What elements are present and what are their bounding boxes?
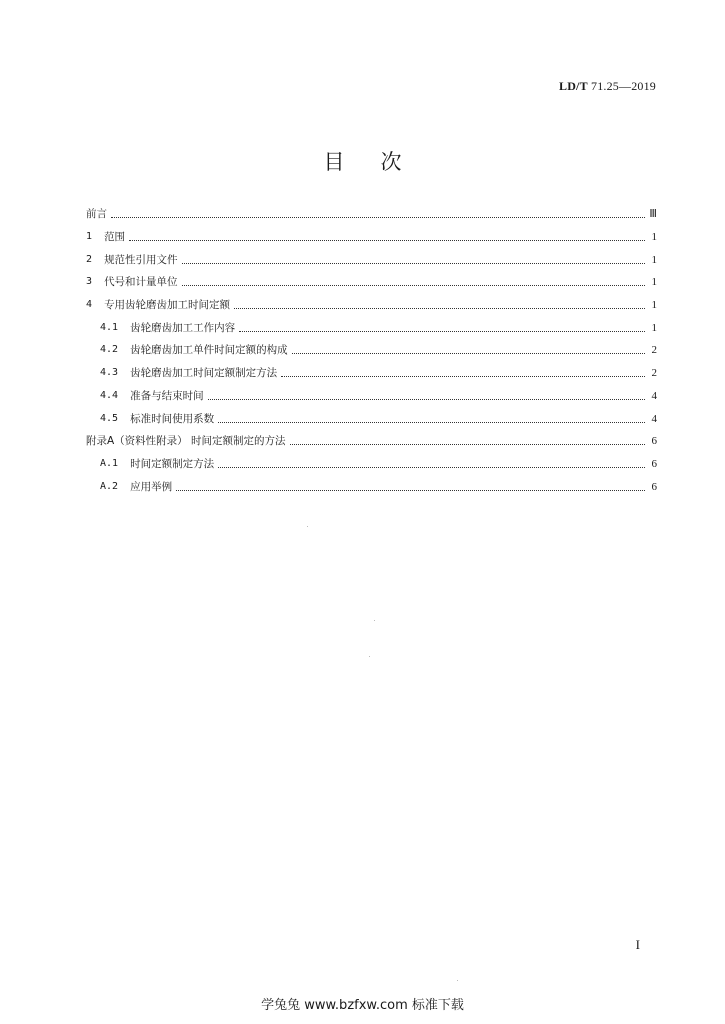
toc-entry-label: 规范性引用文件 xyxy=(104,253,178,266)
toc-entry[interactable] xyxy=(86,453,657,476)
toc-entry[interactable] xyxy=(86,316,657,339)
footer-watermark: 学兔兔 www.bzfxw.com 标准下载 xyxy=(261,998,464,1013)
toc-entry-label: 准备与结束时间 xyxy=(130,389,204,402)
toc-entry-number: 4.1 xyxy=(100,321,131,333)
toc-leader-dots xyxy=(218,466,645,468)
toc-entry[interactable] xyxy=(86,294,657,317)
toc-entry-page: 2 xyxy=(651,344,657,357)
toc-title: 目次 xyxy=(323,150,438,174)
toc-leader-dots xyxy=(218,421,645,423)
toc-leader-dots xyxy=(290,443,645,445)
toc-entry[interactable] xyxy=(86,430,657,453)
toc-entry-page: 1 xyxy=(651,231,657,244)
toc-entry-number: 2 xyxy=(86,253,105,265)
toc-entry-page: Ⅲ xyxy=(649,208,657,221)
toc-leader-dots xyxy=(234,307,645,309)
toc-entry-page: 1 xyxy=(651,253,657,266)
toc-leader-dots xyxy=(129,239,645,241)
toc-entry-label: 齿轮磨齿加工单件时间定额的构成 xyxy=(130,344,288,357)
standard-number: 71.25—2019 xyxy=(591,79,656,93)
toc-entry[interactable] xyxy=(86,362,657,385)
toc-entry-label: 时间定额制定方法 xyxy=(130,457,215,470)
toc-entry[interactable] xyxy=(86,203,657,226)
toc-entry-page: 6 xyxy=(651,480,657,493)
toc-entry[interactable] xyxy=(86,407,657,430)
toc-entry[interactable] xyxy=(86,385,657,408)
toc-entry-label: 标准时间使用系数 xyxy=(130,412,215,425)
toc-entry[interactable] xyxy=(86,475,657,498)
table-of-contents xyxy=(86,203,657,498)
toc-entry-label: 专用齿轮磨齿加工时间定额 xyxy=(104,299,231,312)
toc-leader-dots xyxy=(281,375,645,377)
toc-entry-page: 4 xyxy=(651,412,657,425)
toc-entry-number: 4.3 xyxy=(100,367,131,379)
toc-entry-label: 范围 xyxy=(104,231,126,244)
scan-speck xyxy=(369,656,370,657)
toc-entry-number: 1 xyxy=(86,231,105,243)
toc-entry-number: 3 xyxy=(86,276,105,288)
toc-entry[interactable] xyxy=(86,248,657,271)
toc-entry-number: A.1 xyxy=(100,457,131,469)
toc-entry-number: 4.4 xyxy=(100,389,131,401)
toc-entry-number: 4 xyxy=(86,299,105,311)
toc-leader-dots xyxy=(182,284,645,286)
toc-entry-page: 6 xyxy=(651,435,657,448)
toc-entry-number: 4.5 xyxy=(100,412,131,424)
toc-entry[interactable] xyxy=(86,226,657,249)
toc-entry-page: 2 xyxy=(651,367,657,380)
standard-prefix: LD/T xyxy=(558,79,588,93)
toc-leader-dots xyxy=(208,398,645,400)
toc-leader-dots xyxy=(292,352,645,354)
toc-leader-dots xyxy=(239,330,645,332)
toc-entry-page: 4 xyxy=(651,389,657,402)
toc-entry-label: 附录A（资料性附录） 时间定额制定的方法 xyxy=(86,435,286,448)
toc-entry-label: 前言 xyxy=(86,208,107,221)
toc-entry-page: 6 xyxy=(651,457,657,470)
toc-entry-label: 应用举例 xyxy=(130,480,173,493)
toc-leader-dots xyxy=(182,262,645,264)
toc-leader-dots xyxy=(176,489,645,491)
toc-entry-page: 1 xyxy=(651,299,657,312)
standard-code xyxy=(559,79,656,94)
toc-entry-label: 代号和计量单位 xyxy=(104,276,178,289)
toc-leader-dots xyxy=(111,216,645,218)
toc-entry[interactable] xyxy=(86,339,657,362)
toc-entry-page: 1 xyxy=(651,276,657,289)
toc-entry-number: 4.2 xyxy=(100,344,131,356)
toc-entry-number: A.2 xyxy=(100,480,131,492)
scan-speck xyxy=(307,526,308,527)
scan-speck xyxy=(374,620,375,621)
page-number: I xyxy=(635,937,640,952)
toc-entry-page: 1 xyxy=(651,321,657,334)
toc-entry-label: 齿轮磨齿加工时间定额制定方法 xyxy=(130,367,278,380)
scan-speck xyxy=(457,980,458,981)
toc-entry[interactable] xyxy=(86,271,657,294)
toc-entry-label: 齿轮磨齿加工工作内容 xyxy=(130,321,236,334)
